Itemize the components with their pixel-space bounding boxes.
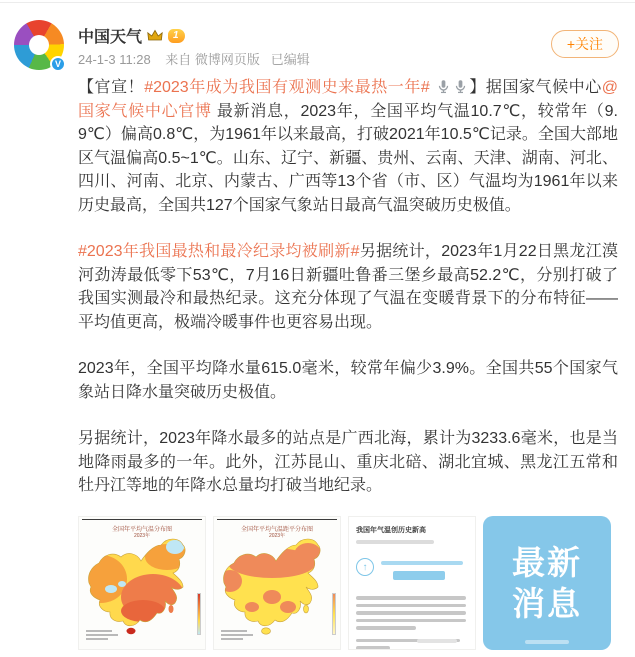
map-top-rule: [217, 519, 337, 520]
post-timestamp: 24-1-3 11:28: [78, 52, 151, 67]
microphone-emoji: [453, 79, 468, 94]
thumbnail-row: [78, 516, 611, 650]
china-map-graphic: [214, 535, 341, 643]
map-subtitle: 2023年: [268, 533, 286, 539]
card-top-divider: [0, 2, 635, 3]
text-segment: 另据统计，2023年降水最多的站点是广西北海，累计为3233.6毫米，也是当地降雨最多的一年。此外，江苏昆山、重庆北碚、湖北宜城、黑龙江五常和牡丹江等地的年降水总量均打破当地纪录。: [78, 430, 618, 494]
article-date-placeholder: [356, 540, 434, 544]
hashtag-link[interactable]: #2023年成为我国有观测史来最热一年#: [144, 79, 430, 96]
article-watermark: [417, 639, 457, 643]
text-segment: 2023年，全国平均降水量615.0毫米，较常年偏少3.9%。全国共55个国家气象站日降水量突破历史极值。: [78, 360, 618, 401]
article-title: 我国年气温创历史新高: [356, 527, 426, 534]
source-link[interactable]: 微博网页版: [194, 52, 260, 67]
avatar[interactable]: [14, 20, 64, 70]
thumbnail-article[interactable]: [348, 516, 476, 650]
user-name-row: [78, 24, 185, 47]
map-colorbar: [332, 593, 336, 635]
text-segment: 最新消息，2023年，全国平均气温10.7℃，较常年（9.9℃）偏高0.8℃，为1961年以来最高，打破2021年10.5℃记录。全国大部地区气温偏高0.5~1℃。山东、辽宁、新疆、贵州、云南、天津、湖南、河北、四川、河南、北京、内蒙古、广西等13个省（市、区）气温均为1961年以来历史最高，全国共127个国家气象站日最高气温突破历史极值。: [78, 102, 618, 214]
verified-badge-icon: V: [50, 56, 66, 72]
text-segment: 另据统计，2023年1月22日黑龙江漠河劲涛最低零下53℃，7月16日新疆吐鲁番三堡乡最高52.2℃，分别打破了我国实测最冷和最热纪录。这充分体现了气温在变暖背景下的分布特征——平均值更高，极端冷暖事件也更容易出现。: [78, 243, 618, 331]
paragraph: [78, 240, 618, 334]
china-map-graphic: [79, 535, 206, 643]
text-segment: 】据国家气候中心: [468, 79, 602, 96]
badge-watermark: [525, 640, 569, 644]
microphone-emoji: [436, 79, 451, 94]
hashtag-link[interactable]: #2023年我国最热和最冷纪录均被刷新#: [78, 243, 360, 260]
map-top-rule: [82, 519, 202, 520]
badge-line1: 最新: [512, 543, 582, 581]
source-prefix: 来自: [165, 52, 192, 67]
paragraph: [78, 76, 618, 217]
vip-level-badge[interactable]: 1: [168, 29, 185, 43]
text-segment: 【官宣！: [78, 79, 145, 96]
map-title: 全国年平均气温分布图: [111, 527, 172, 533]
thumbnail-temperature-map[interactable]: [78, 516, 206, 650]
text-segment: [430, 79, 435, 96]
username[interactable]: 中国天气: [78, 29, 143, 46]
paragraph: [78, 357, 618, 404]
map-colorbar: [197, 593, 201, 635]
follow-button[interactable]: +关注: [551, 30, 619, 58]
article-highlight-line: [381, 561, 463, 565]
thumbnail-anomaly-map[interactable]: [213, 516, 341, 650]
post-meta: [78, 49, 310, 68]
mention-link[interactable]: @国家气候中心官博: [78, 79, 618, 120]
map-subtitle: 2023年: [133, 533, 151, 539]
vip-crown-icon: [147, 29, 163, 43]
map-legend: [221, 628, 253, 640]
map-title: 全国年平均气温距平分布图: [240, 527, 313, 533]
edited-label: 已编辑: [270, 52, 310, 67]
map-legend: [86, 628, 118, 640]
article-link-button: [393, 571, 445, 580]
thumbnail-latest-news-badge[interactable]: [483, 516, 611, 650]
paragraph: [78, 427, 618, 498]
post-text: [78, 76, 618, 521]
badge-line2: 消息: [512, 585, 582, 622]
up-arrow-icon: ↑: [356, 558, 374, 576]
